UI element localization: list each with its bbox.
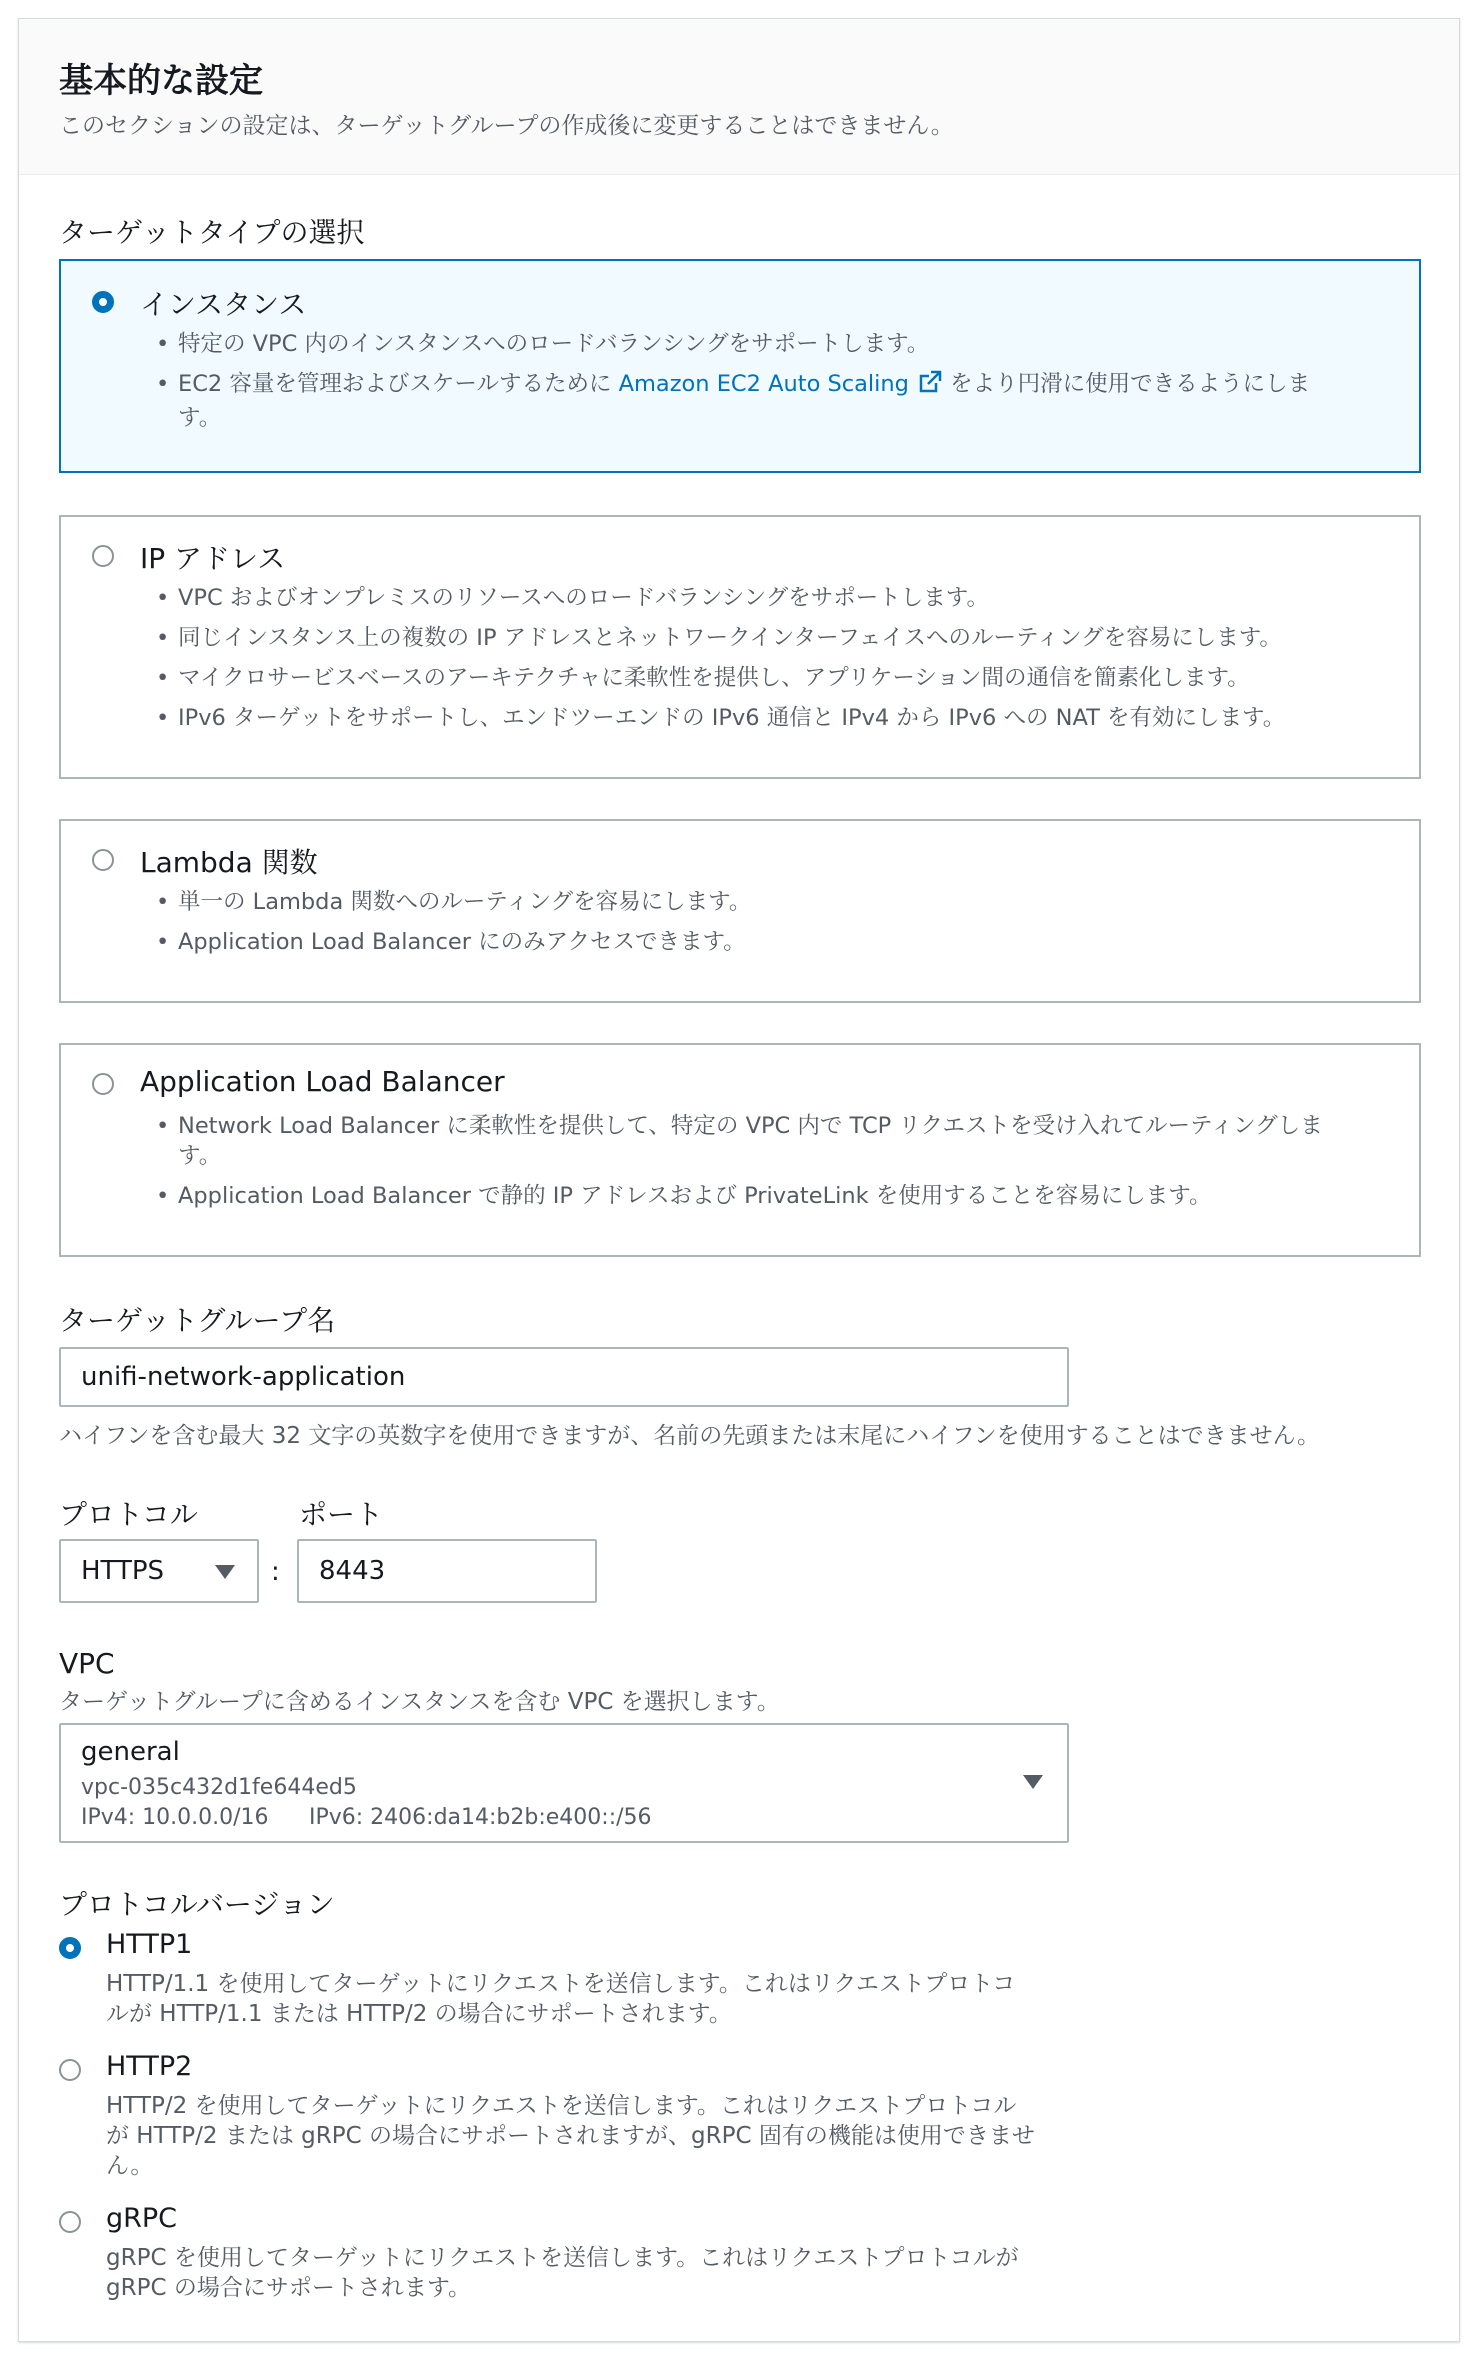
card-bullets — [178, 329, 1378, 443]
target-type-card-lambda[interactable] — [59, 819, 1421, 1003]
vpc-ipv4: IPv4: 10.0.0.0/16 — [81, 1805, 269, 1830]
vpc-ipv6: IPv6: 2406:da14:b2b:e400::/56 — [309, 1805, 652, 1830]
card-title: Application Load Balancer — [140, 1065, 505, 1098]
bullet-item: • Application Load Balancer で静的 IP アドレスおよび PrivateLink を使用することを容易にします。 — [178, 1181, 1378, 1211]
caret-down-icon — [215, 1565, 235, 1579]
desc-line: ん。 — [106, 2153, 154, 2179]
panel-header — [19, 19, 1459, 175]
bullet-item: • 同じインスタンス上の複数の IP アドレスとネットワークインターフェイスへのルーティングを容易にします。 — [178, 623, 1418, 653]
bullet-item: • VPC およびオンプレミスのリソースへのロードバランシングをサポートします。 — [178, 583, 1418, 613]
port-separator: : — [271, 1557, 280, 1587]
bullet-item: • 単一の Lambda 関数へのルーティングを容易にします。 — [178, 887, 1378, 917]
target-type-label: ターゲットタイプの選択 — [59, 216, 365, 249]
port-label: ポート — [299, 1498, 384, 1531]
desc-line: gRPC を使用してターゲットにリクエストを送信します。これはリクエストプロトコルが — [106, 2245, 1019, 2271]
bullet-item — [178, 369, 1378, 433]
bullet-text: Network Load Balancer に柔軟性を提供して、特定の VPC 内で TCP リクエストを受け入れてルーティングしま — [178, 1113, 1323, 1139]
radio-lambda[interactable] — [92, 849, 114, 871]
protocol-version-desc — [106, 2243, 1066, 2303]
bullet-item: • IPv6 ターゲットをサポートし、エンドツーエンドの IPv6 通信と IPv4 から IPv6 への NAT を有効にします。 — [178, 703, 1418, 733]
card-title: インスタンス — [140, 288, 307, 321]
bullet-item — [178, 1111, 1378, 1171]
target-group-name-input[interactable] — [59, 1347, 1069, 1407]
card-title: Lambda 関数 — [140, 846, 318, 879]
card-bullets — [178, 583, 1418, 743]
vpc-hint: ターゲットグループに含めるインスタンスを含む VPC を選択します。 — [59, 1689, 780, 1715]
protocol-version-desc — [106, 1969, 1066, 2029]
bullet-item: • Application Load Balancer にのみアクセスできます。 — [178, 927, 1378, 957]
bullet-text-wrap: す。 — [178, 1143, 222, 1169]
card-title: IP アドレス — [140, 542, 286, 575]
desc-line: gRPC の場合にサポートされます。 — [106, 2275, 471, 2301]
protocol-select-value: HTTPS — [81, 1556, 165, 1586]
bullet-text: をより円滑に使用できるようにしま — [950, 371, 1311, 397]
vpc-label: VPC — [59, 1647, 115, 1680]
protocol-version-title: HTTP1 — [106, 1929, 193, 1960]
protocol-version-desc — [106, 2091, 1066, 2181]
bullet-text-wrap: す。 — [178, 405, 222, 431]
target-group-name-label: ターゲットグループ名 — [59, 1304, 336, 1337]
panel-title: 基本的な設定 — [59, 61, 263, 101]
desc-line: HTTP/2 を使用してターゲットにリクエストを送信します。これはリクエストプロトコル — [106, 2093, 1017, 2119]
radio-instances[interactable] — [92, 291, 114, 313]
card-bullets — [178, 887, 1378, 967]
ec2-auto-scaling-link[interactable]: Amazon EC2 Auto Scaling — [618, 371, 909, 397]
bullet-item: • マイクロサービスベースのアーキテクチャに柔軟性を提供し、アプリケーション間の通信を簡素化します。 — [178, 663, 1418, 693]
desc-line: が HTTP/2 または gRPC の場合にサポートされますが、gRPC 固有の機能は使用できませ — [106, 2123, 1035, 2149]
basic-settings-panel — [18, 18, 1460, 2342]
protocol-version-label: プロトコルバージョン — [59, 1888, 335, 1921]
target-type-card-alb[interactable] — [59, 1043, 1421, 1257]
protocol-version-title: gRPC — [106, 2203, 178, 2234]
protocol-version-title: HTTP2 — [106, 2051, 193, 2082]
caret-down-icon — [1023, 1775, 1043, 1789]
target-group-name-hint: ハイフンを含む最大 32 文字の英数字を使用できますが、名前の先頭または末尾にハイフンを使用することはできません。 — [59, 1423, 1321, 1449]
radio-http2[interactable] — [59, 2059, 81, 2081]
panel-description: このセクションの設定は、ターゲットグループの作成後に変更することはできません。 — [59, 113, 954, 139]
target-type-card-ip[interactable] — [59, 515, 1421, 779]
target-type-card-instances[interactable] — [59, 259, 1421, 473]
protocol-select[interactable] — [59, 1539, 259, 1603]
vpc-name: general — [81, 1737, 180, 1767]
bullet-text: EC2 容量を管理およびスケールするために — [178, 371, 612, 397]
vpc-select[interactable] — [59, 1723, 1069, 1843]
desc-line: HTTP/1.1 を使用してターゲットにリクエストを送信します。これはリクエストプロトコ — [106, 1971, 1016, 1997]
external-link-icon[interactable] — [917, 369, 943, 403]
radio-alb[interactable] — [92, 1073, 114, 1095]
bullet-item: • 特定の VPC 内のインスタンスへのロードバランシングをサポートします。 — [178, 329, 1378, 359]
radio-http1[interactable] — [59, 1937, 81, 1959]
card-bullets — [178, 1111, 1378, 1221]
port-input[interactable] — [297, 1539, 597, 1603]
protocol-label: プロトコル — [59, 1498, 198, 1531]
radio-grpc[interactable] — [59, 2211, 81, 2233]
desc-line: ルが HTTP/1.1 または HTTP/2 の場合にサポートされます。 — [106, 2001, 732, 2027]
radio-ip[interactable] — [92, 545, 114, 567]
vpc-id: vpc-035c432d1fe644ed5 — [81, 1775, 357, 1800]
